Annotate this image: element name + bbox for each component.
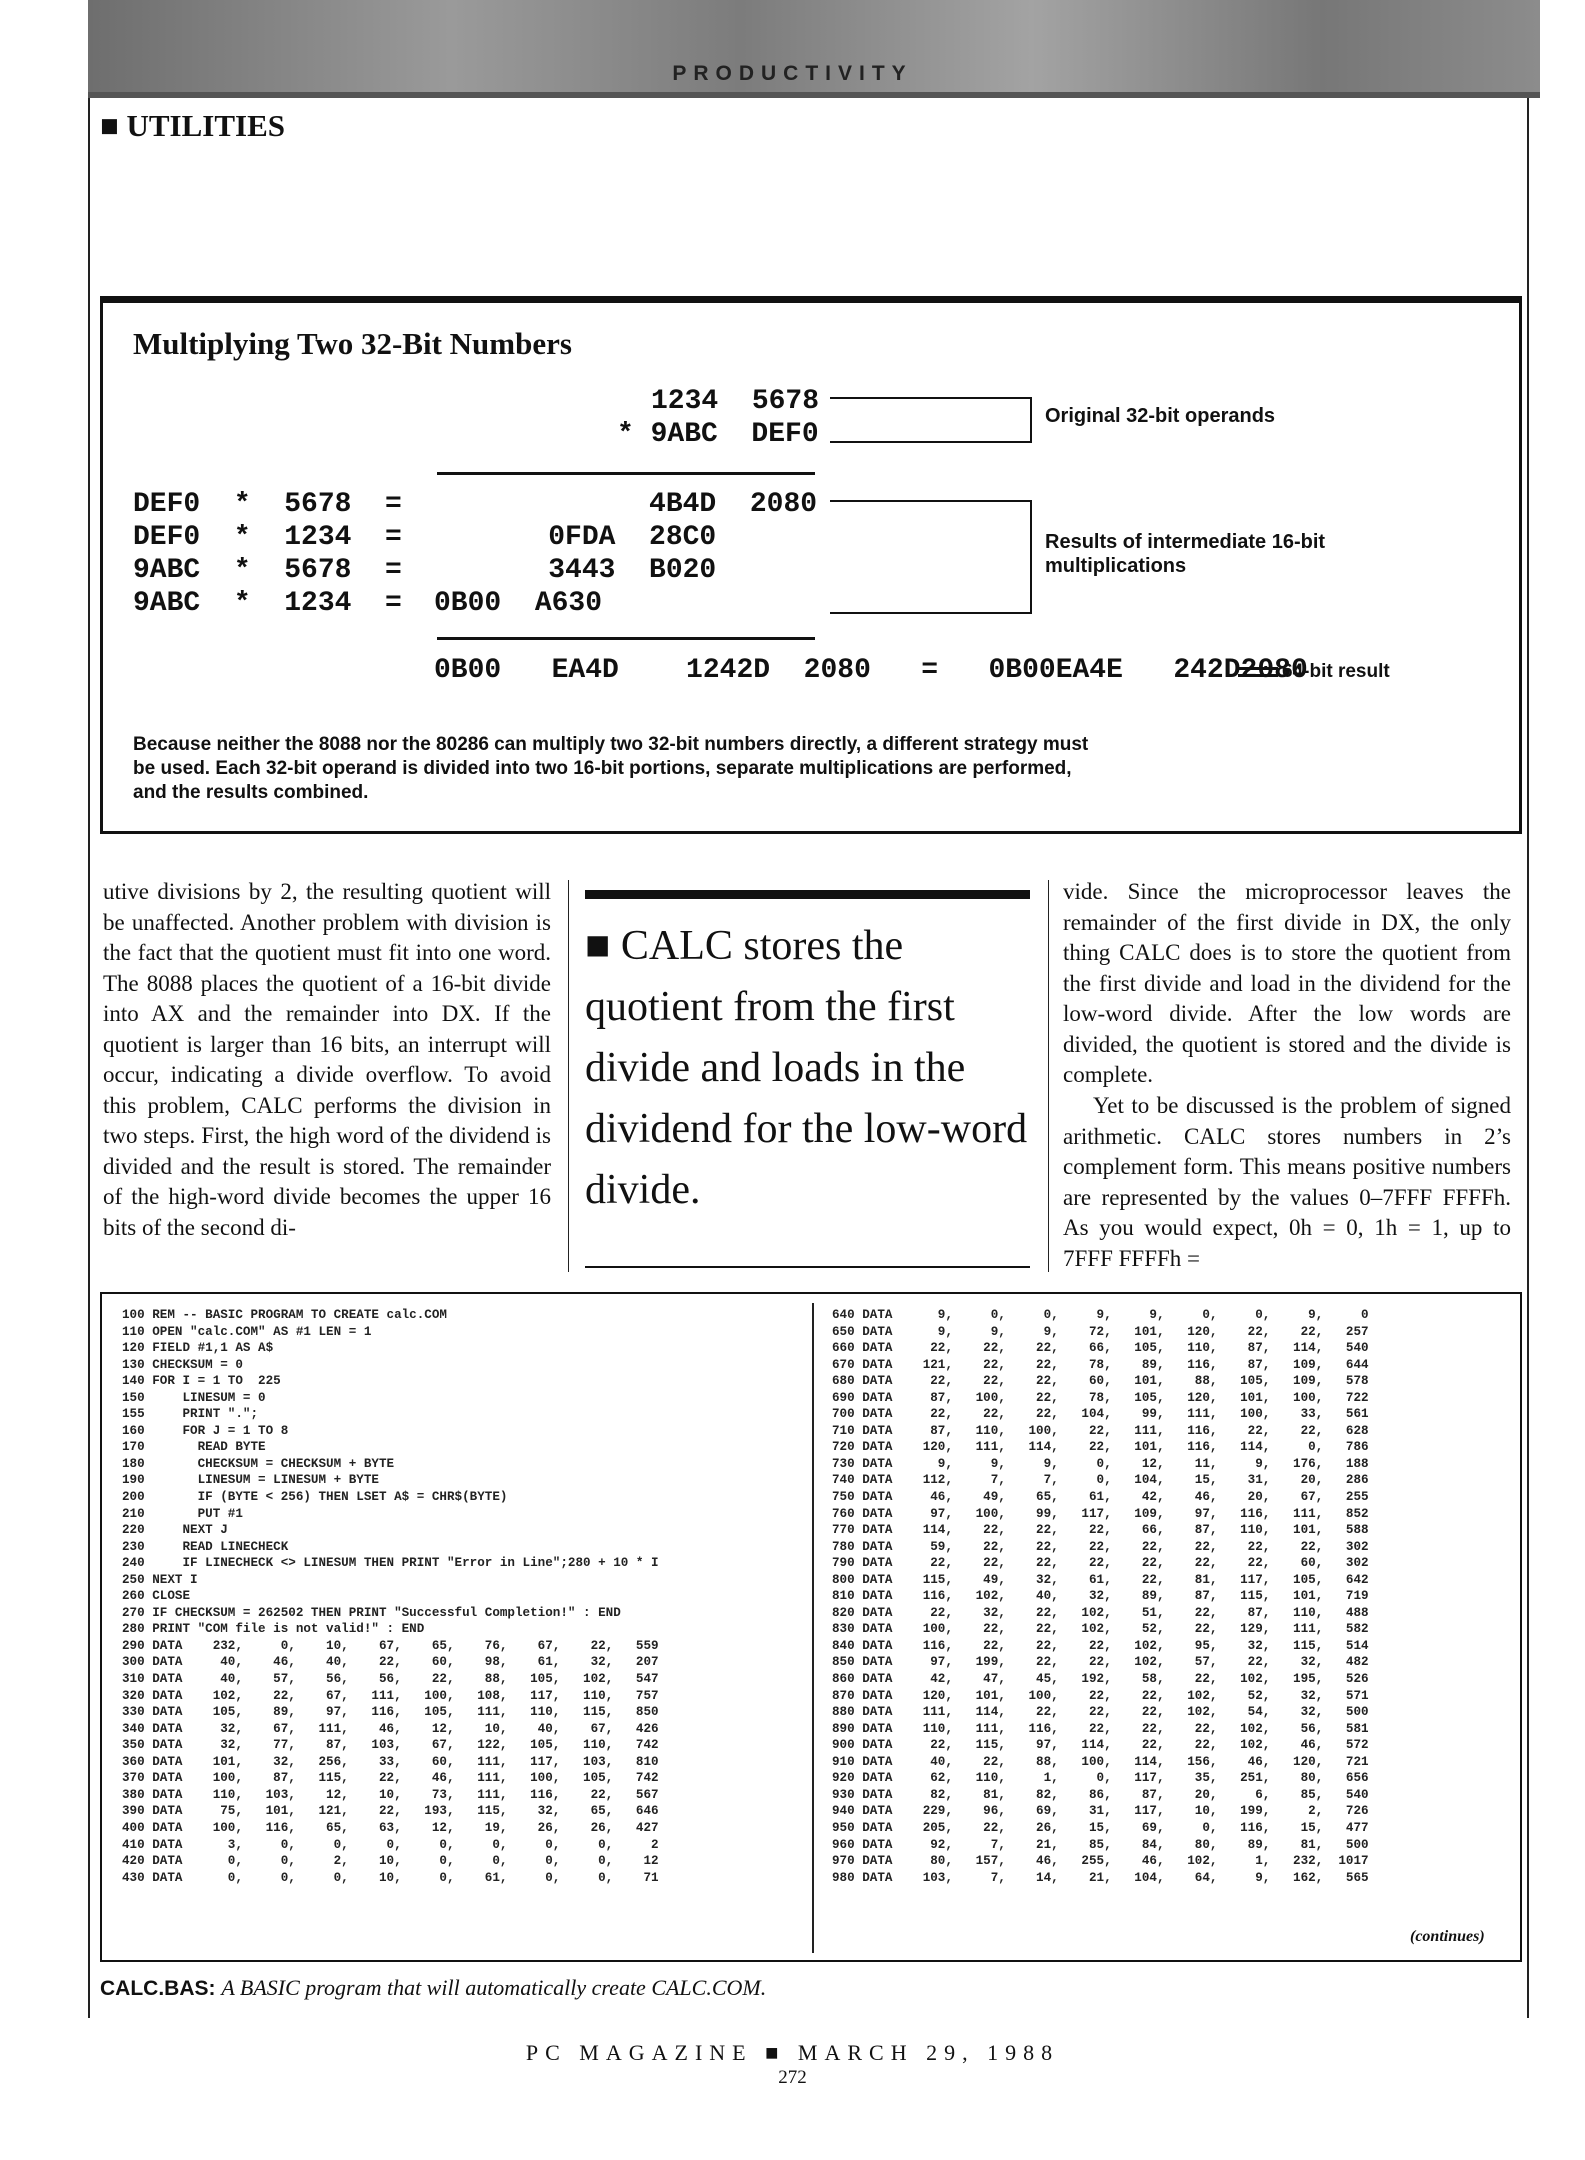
left-column-text: utive divisions by 2, the resulting quotient will be unaffected. Another problem with division is the fact that the quotient must fit into one word. The 8088 places the quotient of a 16-bit divide into AX and the remainder into DX. If the quotient is larger than 16 bits, an interrupt will occur, indicating a divide overflow. To avoid this problem, CALC performs the division in two steps. First, the high word of the dividend is divided and the result is stored. The remainder of the high-word divide becomes the upper 16 bits of the second di- (103, 879, 551, 1240)
mult-row-2-right: 0FDA 28C0 (481, 522, 717, 553)
code-line: 300 DATA 40, 46, 40, 22, 60, 98, 61, 32, 207 (122, 1655, 659, 1670)
code-line: 860 DATA 42, 47, 45, 192, 58, 22, 102, 195, 526 (832, 1672, 1369, 1687)
code-line: 110 OPEN "calc.COM" AS #1 LEN = 1 (122, 1324, 372, 1339)
code-line: 250 NEXT I (122, 1572, 198, 1587)
code-line: 150 LINESUM = 0 (122, 1390, 266, 1405)
listing-caption-text: A BASIC program that will automatically create CALC.COM. (221, 1975, 767, 2000)
code-line: 140 FOR I = 1 TO 225 (122, 1374, 281, 1389)
column-rule-2 (1048, 880, 1049, 1272)
code-line: 710 DATA 87, 110, 100, 22, 111, 116, 22, 22, 628 (832, 1423, 1369, 1438)
code-line: 410 DATA 3, 0, 0, 0, 0, 0, 0, 0, 2 (122, 1837, 659, 1852)
final-result-line: 0B00 EA4D 1242D 2080 = 0B00EA4E 242D2080 (434, 655, 1308, 686)
result-annotation: 64-bit result (1282, 661, 1390, 682)
operands-bracket (830, 397, 1032, 443)
code-line: 310 DATA 40, 57, 56, 56, 22, 88, 105, 102, 547 (122, 1672, 659, 1687)
mult-row-2-left: DEF0 * 1234 = (133, 522, 402, 553)
code-line: 880 DATA 111, 114, 22, 22, 22, 102, 54, 32, 500 (832, 1705, 1369, 1720)
code-line: 390 DATA 75, 101, 121, 22, 193, 115, 32, 65, 646 (122, 1804, 659, 1819)
code-line: 380 DATA 110, 103, 12, 10, 73, 111, 116, 22, 567 (122, 1787, 659, 1802)
code-line: 200 IF (BYTE < 256) THEN LSET A$ = CHR$(BYTE) (122, 1490, 508, 1505)
code-line: 360 DATA 101, 32, 256, 33, 60, 111, 117, 103, 810 (122, 1754, 659, 1769)
code-line: 100 REM -- BASIC PROGRAM TO CREATE calc.COM (122, 1308, 447, 1322)
code-line: 970 DATA 80, 157, 46, 255, 46, 102, 1, 232, 1017 (832, 1854, 1369, 1869)
code-line: 640 DATA 9, 0, 0, 9, 9, 0, 0, 9, 0 (832, 1308, 1369, 1322)
code-line: 740 DATA 112, 7, 7, 0, 104, 15, 31, 20, 286 (832, 1473, 1369, 1488)
code-line: 190 LINESUM = LINESUM + BYTE (122, 1473, 379, 1488)
code-line: 660 DATA 22, 22, 22, 66, 105, 110, 87, 114, 540 (832, 1341, 1369, 1356)
code-line: 690 DATA 87, 100, 22, 78, 105, 120, 101, 100, 722 (832, 1390, 1369, 1405)
footer-magazine: PC MAGAZINE ■ MARCH 29, 1988 (525, 2040, 1060, 2065)
code-line: 700 DATA 22, 22, 22, 104, 99, 111, 100, 33, 561 (832, 1407, 1369, 1422)
code-line: 210 PUT #1 (122, 1506, 243, 1521)
code-line: 920 DATA 62, 110, 1, 0, 117, 35, 251, 80, 656 (832, 1771, 1369, 1786)
column-rule-1 (568, 880, 569, 1272)
mult-row-4-right: 0B00 A630 (434, 588, 603, 619)
code-line: 260 CLOSE (122, 1589, 191, 1604)
intermediate-annotation: Results of intermediate 16-bit multiplications (1045, 531, 1326, 577)
right-column-para-1: vide. Since the microprocessor leaves the remainder of the first divide in DX, the only thing CALC does is to store the quotient from the first divide and load in the dividend for the low-word divide. After the low words are divided, the quotient is stored and the divide is complete. (1063, 879, 1511, 1087)
listing-right (832, 1307, 1369, 1886)
right-page-rule (1527, 98, 1529, 2018)
code-line: 400 DATA 100, 116, 65, 63, 12, 19, 26, 26, 427 (122, 1820, 659, 1835)
intermediate-bracket (830, 500, 1032, 614)
code-line: 800 DATA 115, 49, 32, 61, 22, 81, 117, 105, 642 (832, 1572, 1369, 1587)
code-line: 750 DATA 46, 49, 65, 61, 42, 46, 20, 67, 255 (832, 1490, 1369, 1505)
mult-row-4-left: 9ABC * 1234 = (133, 588, 402, 619)
code-line: 720 DATA 120, 111, 114, 22, 101, 116, 114, 0, 786 (832, 1440, 1369, 1455)
section-label: PRODUCTIVITY (672, 62, 913, 85)
code-line: 960 DATA 92, 7, 21, 85, 84, 80, 89, 81, 500 (832, 1837, 1369, 1852)
figure-title: Multiplying Two 32-Bit Numbers (133, 326, 572, 361)
code-line: 850 DATA 97, 199, 22, 22, 102, 57, 22, 32, 482 (832, 1655, 1369, 1670)
code-line: 810 DATA 116, 102, 40, 32, 89, 87, 115, 101, 719 (832, 1589, 1369, 1604)
code-line: 870 DATA 120, 101, 100, 22, 22, 102, 52, 32, 571 (832, 1688, 1369, 1703)
code-line: 170 READ BYTE (122, 1440, 266, 1455)
code-line: 370 DATA 100, 87, 115, 22, 46, 111, 100, 105, 742 (122, 1771, 659, 1786)
left-page-rule (88, 98, 90, 2018)
code-line: 155 PRINT "."; (122, 1407, 259, 1422)
mult-row-3-right: 3443 B020 (481, 555, 717, 586)
code-line: 730 DATA 9, 9, 9, 0, 12, 11, 9, 176, 188 (832, 1456, 1369, 1471)
continues-label: (continues) (1410, 1928, 1485, 1945)
code-line: 980 DATA 103, 7, 14, 21, 104, 64, 9, 162, 565 (832, 1870, 1369, 1885)
mult-row-1-left: DEF0 * 5678 = (133, 489, 402, 520)
code-line: 950 DATA 205, 22, 26, 15, 69, 0, 116, 15, 477 (832, 1820, 1369, 1835)
code-line: 290 DATA 232, 0, 10, 67, 65, 76, 67, 22, 559 (122, 1638, 659, 1653)
code-line: 770 DATA 114, 22, 22, 22, 66, 87, 110, 101, 588 (832, 1523, 1369, 1538)
code-line: 650 DATA 9, 9, 9, 72, 101, 120, 22, 22, 257 (832, 1324, 1369, 1339)
listing-caption-label: CALC.BAS: (100, 1977, 216, 2000)
code-line: 420 DATA 0, 0, 2, 10, 0, 0, 0, 0, 12 (122, 1854, 659, 1869)
code-line: 760 DATA 97, 100, 99, 117, 109, 97, 116, 111, 852 (832, 1506, 1369, 1521)
code-line: 120 FIELD #1,1 AS A$ (122, 1341, 274, 1356)
code-line: 280 PRINT "COM file is not valid!" : END (122, 1622, 425, 1637)
code-line: 240 IF LINECHECK <> LINESUM THEN PRINT "Error in Line";280 + 10 * I (122, 1556, 659, 1571)
code-line: 340 DATA 32, 67, 111, 46, 12, 10, 40, 67, 426 (122, 1721, 659, 1736)
code-line: 230 READ LINECHECK (122, 1539, 289, 1554)
code-line: 330 DATA 105, 89, 97, 116, 105, 111, 110, 115, 850 (122, 1705, 659, 1720)
code-line: 890 DATA 110, 111, 116, 22, 22, 22, 102, 56, 581 (832, 1721, 1369, 1736)
listing-left (122, 1307, 659, 1886)
code-line: 430 DATA 0, 0, 0, 10, 0, 61, 0, 0, 71 (122, 1870, 659, 1885)
right-column-para-2: Yet to be discussed is the problem of signed arithmetic. CALC stores numbers in 2’s complement form. This means positive numbers are represented by the values 0–7FFF FFFFh. As you would expect, 0h = 0, 1h = 1, up to 7FFF FFFFh = (1063, 1093, 1511, 1271)
code-line: 840 DATA 116, 22, 22, 22, 102, 95, 32, 115, 514 (832, 1638, 1369, 1653)
code-line: 830 DATA 100, 22, 22, 102, 52, 22, 129, 111, 582 (832, 1622, 1369, 1637)
listing-caption (100, 1975, 766, 2001)
operand-1: 1234 5678 (651, 386, 820, 417)
code-line: 940 DATA 229, 96, 69, 31, 117, 10, 199, 2, 726 (832, 1804, 1369, 1819)
operands-rule (437, 472, 815, 475)
code-line: 350 DATA 32, 77, 87, 103, 67, 122, 105, 110, 742 (122, 1738, 659, 1753)
code-line: 910 DATA 40, 22, 88, 100, 114, 156, 46, 120, 721 (832, 1754, 1369, 1769)
pull-quote-text: ■ CALC stores the quotient from the first divide and loads in the dividend for the low-word divide. (585, 923, 1028, 1213)
subsection-title: ■ UTILITIES (100, 108, 286, 143)
code-line: 680 DATA 22, 22, 22, 60, 101, 88, 105, 109, 578 (832, 1374, 1369, 1389)
result-arrow (1238, 667, 1278, 677)
intermediate-rule (437, 637, 815, 640)
code-line: 820 DATA 22, 32, 22, 102, 51, 22, 87, 110, 488 (832, 1605, 1369, 1620)
operands-annotation: Original 32-bit operands (1045, 405, 1276, 427)
code-line: 900 DATA 22, 115, 97, 114, 22, 22, 102, 46, 572 (832, 1738, 1369, 1753)
code-line: 670 DATA 121, 22, 22, 78, 89, 116, 87, 109, 644 (832, 1357, 1369, 1372)
code-line: 790 DATA 22, 22, 22, 22, 22, 22, 22, 60, 302 (832, 1556, 1369, 1571)
page-number: 272 (778, 2067, 807, 2088)
listing-divider (812, 1303, 814, 1953)
mult-row-1-right: 4B4D 2080 (481, 489, 818, 520)
mult-row-3-left: 9ABC * 5678 = (133, 555, 402, 586)
code-line: 180 CHECKSUM = CHECKSUM + BYTE (122, 1456, 395, 1471)
code-line: 270 IF CHECKSUM = 262502 THEN PRINT "Successful Completion!" : END (122, 1605, 621, 1620)
operand-2: * 9ABC DEF0 (617, 419, 819, 450)
code-line: 130 CHECKSUM = 0 (122, 1357, 243, 1372)
code-line: 320 DATA 102, 22, 67, 111, 100, 108, 117, 110, 757 (122, 1688, 659, 1703)
code-line: 930 DATA 82, 81, 82, 86, 87, 20, 6, 85, 540 (832, 1787, 1369, 1802)
figure-caption: Because neither the 8088 nor the 80286 can multiply two 32-bit numbers directly, a different strategy must be used. Each 32-bit operand is divided into two 16-bit portions, separate multiplications are performed, and the results combined. (133, 734, 1089, 803)
code-line: 160 FOR J = 1 TO 8 (122, 1423, 289, 1438)
code-line: 220 NEXT J (122, 1523, 228, 1538)
code-line: 780 DATA 59, 22, 22, 22, 22, 22, 22, 22, 302 (832, 1539, 1369, 1554)
